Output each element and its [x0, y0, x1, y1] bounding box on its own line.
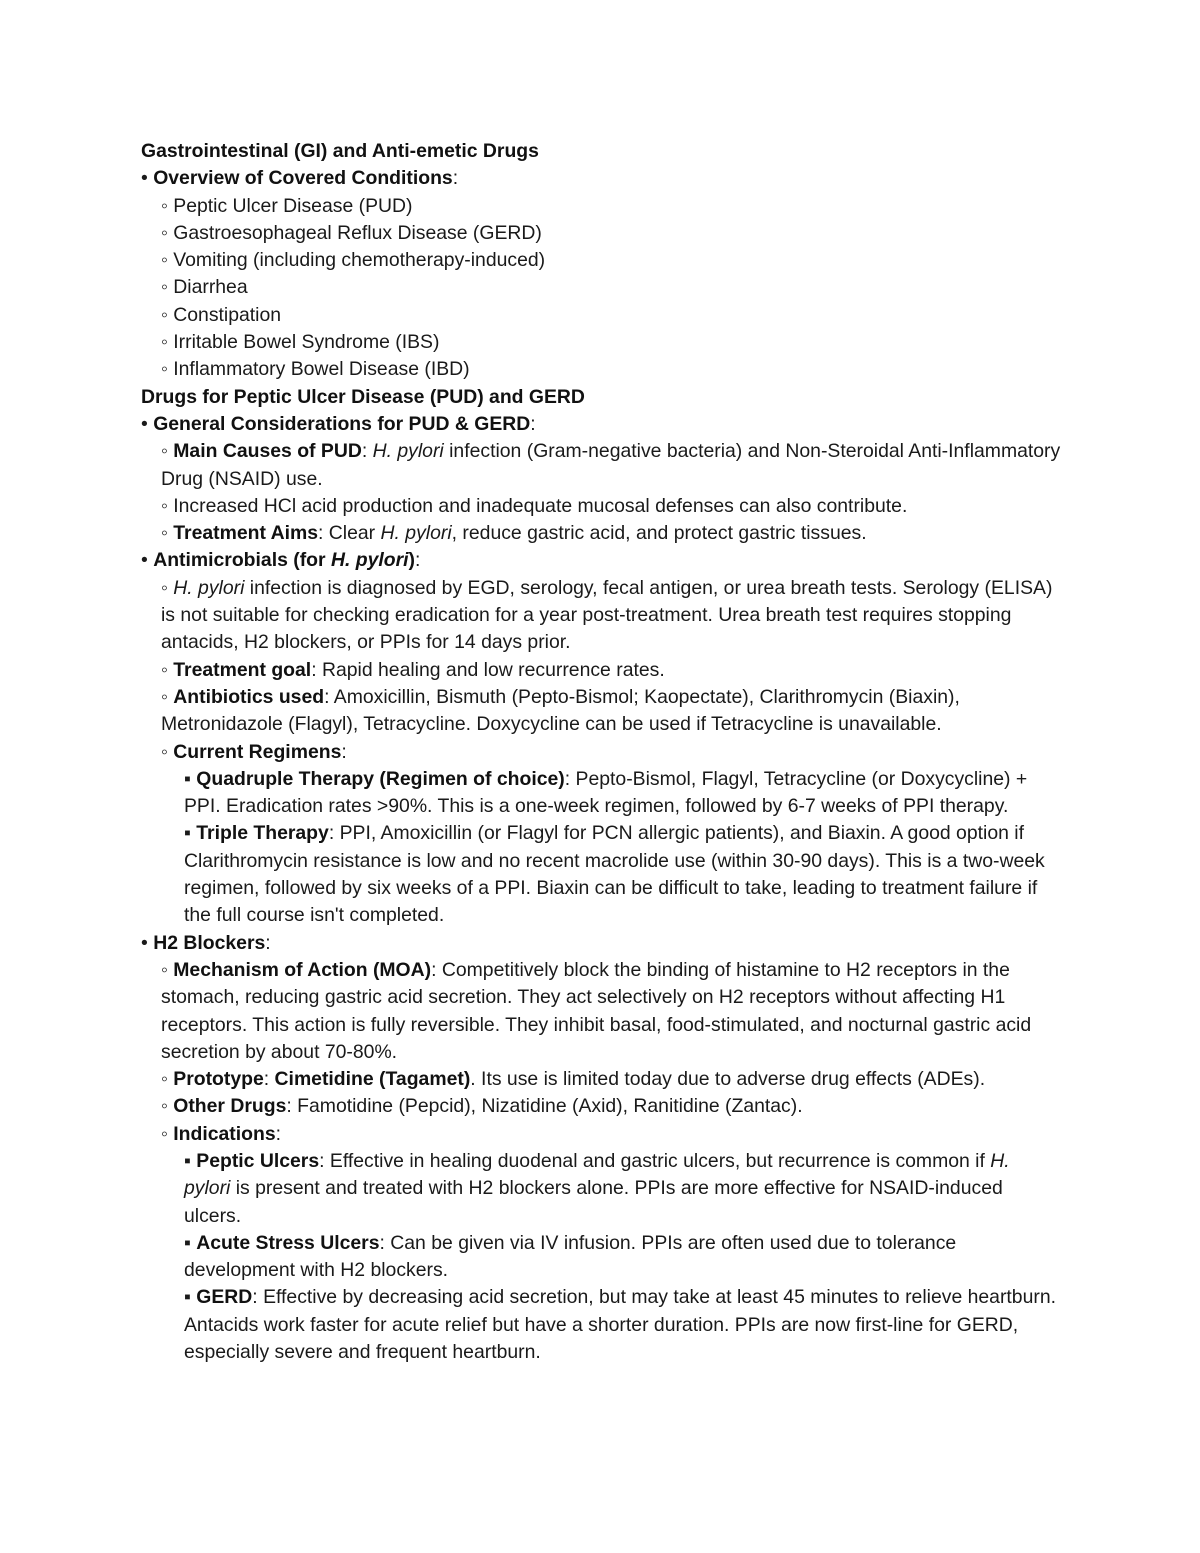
quadruple-therapy-item: ▪ Quadruple Therapy (Regimen of choice): Pepto-Bismol, Flagyl, Tetracycline (or Doxycycline) + PPI. Eradication rates >90%. This is a one-week regimen, followed by 6-7 weeks of PPI therapy. — [184, 767, 1028, 818]
h2-blockers-heading: • H2 Blockers: — [141, 931, 271, 954]
treatment-aims-item: ◦ Treatment Aims: Clear H. pylori, reduce gastric acid, and protect gastric tissues. — [161, 522, 867, 545]
current-regimens-item: ◦ Current Regimens: — [161, 740, 347, 763]
overview-heading: • Overview of Covered Conditions: — [141, 167, 459, 190]
list-item: ◦ Constipation — [161, 303, 282, 326]
list-item: ◦ Vomiting (including chemotherapy-induced) — [161, 249, 546, 272]
treatment-goal-item: ◦ Treatment goal: Rapid healing and low recurrence rates. — [161, 658, 665, 681]
document-page — [141, 138, 1061, 1366]
list-item: ◦ Inflammatory Bowel Disease (IBD) — [161, 358, 470, 381]
triple-therapy-item: ▪ Triple Therapy: PPI, Amoxicillin (or Flagyl for PCN allergic patients), and Biaxin. A good option if Clarithromycin resistance is low and no recent macrolide use (within 30-90 days). This is a two-week regimen, followed by six weeks of a PPI. Biaxin can be difficult to take, leading to treatment failure if the full course isn't completed. — [184, 822, 1045, 927]
indications-item: ◦ Indications: — [161, 1122, 282, 1145]
list-item: ◦ Peptic Ulcer Disease (PUD) — [161, 194, 413, 217]
document-title: Gastrointestinal (GI) and Anti-emetic Drugs — [141, 140, 539, 162]
other-drugs-item: ◦ Other Drugs: Famotidine (Pepcid), Nizatidine (Axid), Ranitidine (Zantac). — [161, 1095, 803, 1118]
general-considerations-heading: • General Considerations for PUD & GERD: — [141, 412, 536, 435]
list-item: ◦ Irritable Bowel Syndrome (IBS) — [161, 331, 440, 354]
moa-item: ◦ Mechanism of Action (MOA): Competitively block the binding of histamine to H2 receptors in the stomach, reducing gastric acid secretion. They act selectively on H2 receptors without affecting H1 receptors. This action is fully reversible. They inhibit basal, food-stimulated, and nocturnal gastric acid secretion by about 70-80%. — [161, 958, 1032, 1063]
prototype-item: ◦ Prototype: Cimetidine (Tagamet). Its use is limited today due to adverse drug effects (ADEs). — [161, 1068, 986, 1091]
acid-item: ◦ Increased HCl acid production and inadequate mucosal defenses can also contribute. — [161, 494, 908, 517]
antimicrobials-heading: • Antimicrobials (for H. pylori): — [141, 549, 421, 572]
diagnosis-item: ◦ H. pylori infection is diagnosed by EGD, serology, fecal antigen, or urea breath tests. Serology (ELISA) is not suitable for checking eradication for a year post-treatment. Urea breath test requires stopping antacids, H2 blockers, or PPIs for 14 days prior. — [161, 576, 1053, 654]
list-item: ◦ Gastroesophageal Reflux Disease (GERD) — [161, 221, 542, 244]
antibiotics-used-item: ◦ Antibiotics used: Amoxicillin, Bismuth (Pepto-Bismol; Kaopectate), Clarithromycin (Biaxin), Metronidazole (Flagyl), Tetracycline. Doxycycline can be used if Tetracycline is unavailable. — [161, 685, 960, 736]
acute-stress-ulcers-item: ▪ Acute Stress Ulcers: Can be given via IV infusion. PPIs are often used due to tolerance development with H2 blockers. — [184, 1231, 957, 1282]
peptic-ulcers-item: ▪ Peptic Ulcers: Effective in healing duodenal and gastric ulcers, but recurrence is common if H. pylori is present and treated with H2 blockers alone. PPIs are more effective for NSAID-induced ulcers. — [184, 1149, 1010, 1227]
pud-section-heading: Drugs for Peptic Ulcer Disease (PUD) and GERD — [141, 385, 585, 408]
gerd-item: ▪ GERD: Effective by decreasing acid secretion, but may take at least 45 minutes to relieve heartburn. Antacids work faster for acute relief but have a shorter duration. PPIs are now first-line for GERD, especially severe and frequent heartburn. — [184, 1286, 1057, 1364]
main-causes-item: ◦ Main Causes of PUD: H. pylori infection (Gram-negative bacteria) and Non-Steroidal Anti-Inflammatory Drug (NSAID) use. — [161, 440, 1061, 490]
list-item: ◦ Diarrhea — [161, 276, 248, 299]
